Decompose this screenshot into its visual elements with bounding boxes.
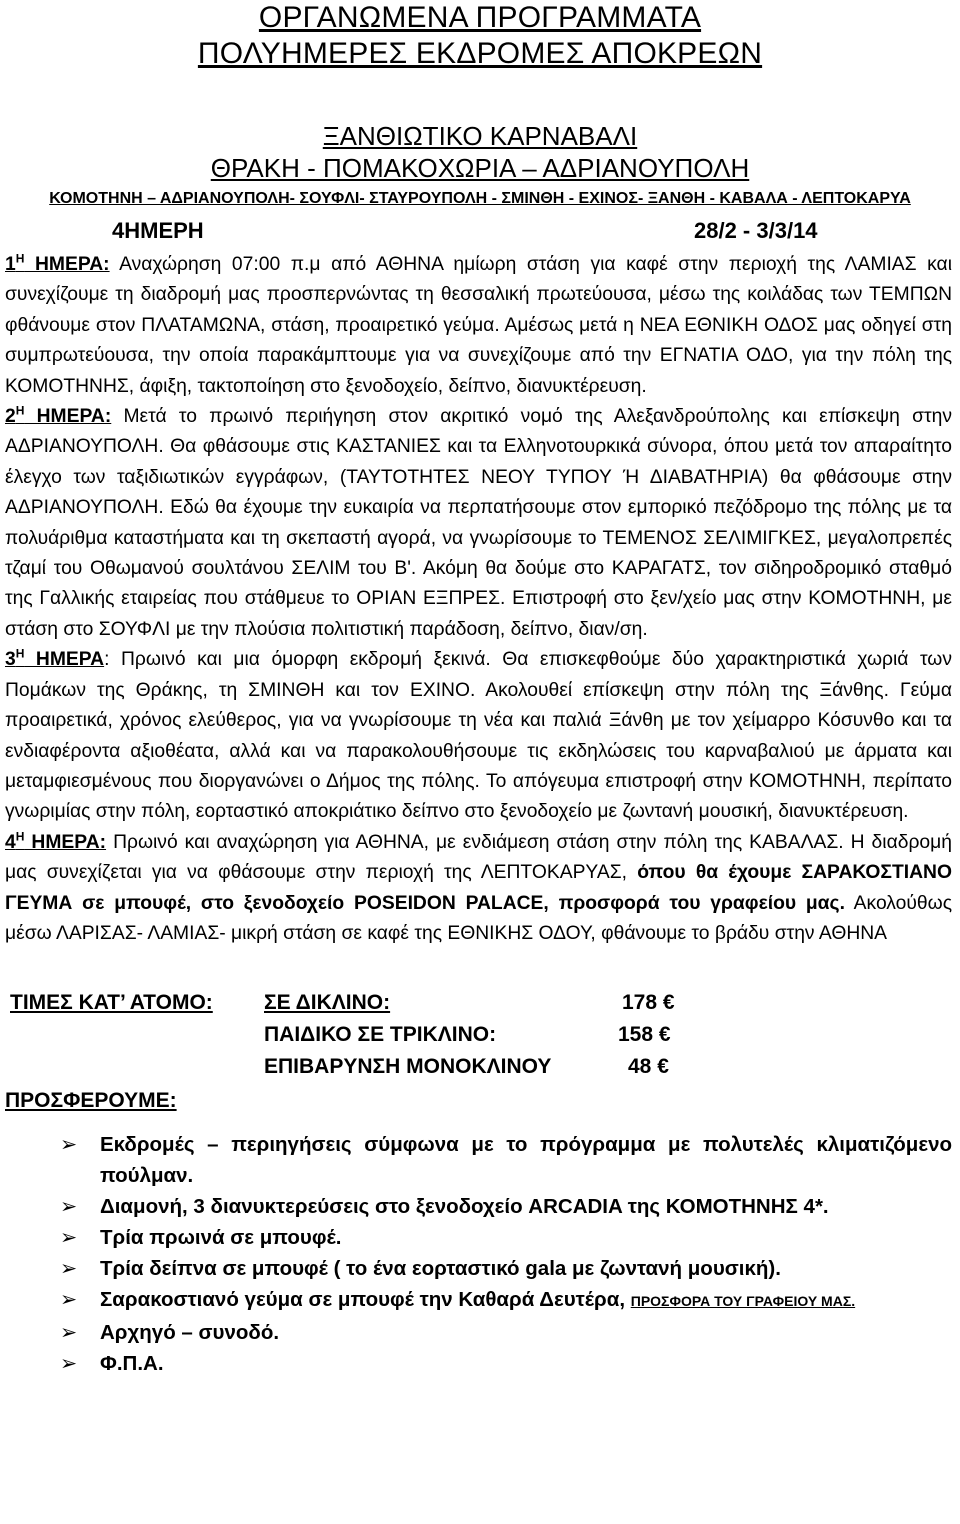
arrow-bullet-icon: ➢ xyxy=(60,1195,78,1219)
day-3-text: : Πρωινό και μια όμορφη εκδρομή ξεκινά. Θα επισκεφθούμε δύο χαρακτηριστικά χωριά των Πομάκων της Θράκης, τη ΣΜΙΝΘΗ και τον ΕΧΙΝΟ. Ακολουθεί επίσκεψη στην πόλη της Ξάνθης. Γεύμα προαιρετικά, χρόνος ελεύθερος, για να γνωρίσουμε τη νέα και παλιά Ξάνθη με τον χείμαρρο Κόσυνθο και τα ενδιαφέροντα αξιοθέατα, αλλά και να παρακολουθήσουμε τις εκδηλώσεις του καρναβαλιού με άρματα και μεταμφιεσμένους που διοργανώνει ο Δήμος της πόλης. Το απόγευμα επιστροφή στην ΚΟΜΟΤΗΝΗ, περίπατο γνωριμίας στην πόλη, εορταστικό αποκριάτικο δείπνο στο ξενοδοχείο με ζωντανή μουσική, διανυκτέρευση. xyxy=(5,649,952,823)
prices-heading: ΤΙΜΕΣ ΚΑΤ’ ΑΤΟΜΟ: xyxy=(10,991,213,1015)
day-4-tail-text: Ακολούθως μέσω ΛΑΡΙΣΑΣ- ΛΑΜΙΑΣ- μικρή στάση σε καφέ της ΕΘΝΙΚΗΣ ΟΔΟΥ, φθάνουμε το βράδυ στην ΑΘΗΝΑ xyxy=(5,892,952,944)
price-row-1-label: ΣΕ ΔΙΚΛΙΝΟ: xyxy=(264,991,391,1015)
main-title-line1: ΟΡΓΑΝΩΜΕΝΑ ΠΡΟΓΡΑΜΜΑΤΑ xyxy=(258,1,702,34)
day-1 xyxy=(5,250,952,402)
arrow-bullet-icon: ➢ xyxy=(60,1288,78,1312)
price-row-2-label: ΠΑΙΔΙΚΟ ΣΕ ΤΡΙΚΛΙΝΟ: xyxy=(264,1023,497,1047)
day-1-text: Αναχώρηση 07:00 π.μ από ΑΘΗΝΑ ημίωρη στάση για καφέ στην περιοχή της ΛΑΜΙΑΣ και συνεχίζουμε τη διαδρομή μας προσπερνώντας τη θεσσαλική πρωτεύουσα, μέσω της κοιλάδας των ΤΕΜΠΩΝ φθάνουμε στον ΠΛΑΤΑΜΩΝΑ, στάση, προαιρετικό γεύμα. Αμέσως μετά η ΝΕΑ ΕΘΝΙΚΗ ΟΔΟΣ μας οδηγεί στη συμπρωτεύουσα, την οποία παρακάμπτουμε για να συνεχίζουμε από την ΕΓΝΑΤΙΑ ΟΔΟ, για την πόλη της ΚΟΜΟΤΗΝΗΣ, άφιξη, τακτοποίηση στο ξενοδοχείο, δείπνο, διανυκτέρευση. xyxy=(5,254,952,397)
day-4-heading: $4^H$ ΗΜΕΡΑ: xyxy=(5,829,107,853)
duration-label: 4ΗΜΕΡΗ xyxy=(112,218,204,243)
price-row-2-value: 158 € xyxy=(618,1023,671,1047)
offer-item-4: ➢ Τρία δείπνα σε μπουφέ ( το ένα εορταστικό gala με ζωντανή μουσική). xyxy=(60,1253,952,1284)
arrow-bullet-icon: ➢ xyxy=(60,1257,78,1281)
arrow-bullet-icon: ➢ xyxy=(60,1133,78,1157)
arrow-bullet-icon: ➢ xyxy=(60,1321,78,1345)
prices-block xyxy=(0,991,960,1123)
offer-item-2: ➢ Διαμονή, 3 διανυκτερεύσεις στο ξενοδοχείο ARCADIA της ΚΟΜΟΤΗΝΗΣ 4*. xyxy=(60,1191,952,1222)
day-2-heading: $2^H$ ΗΜΕΡΑ: xyxy=(5,403,112,428)
offer-note: ΠΡΟΣΦΟΡΑ ΤΟΥ ΓΡΑΦΕΙΟΥ ΜΑΣ. xyxy=(630,1293,856,1310)
subtitle-line2: ΘΡΑΚΗ - ΠΟΜΑΚΟΧΩΡΙΑ – ΑΔΡΙΑΝΟΥΠΟΛΗ xyxy=(210,153,750,183)
offer-item-5: ➢ Σαρακοστιανό γεύμα σε μπουφέ την Καθαρά Δευτέρα, ΠΡΟΣΦΟΡΑ ΤΟΥ ΓΡΑΦΕΙΟΥ ΜΑΣ. xyxy=(60,1284,952,1317)
price-row-3-label: ΕΠΙΒΑΡΥΝΣΗ ΜΟΝΟΚΛΙΝΟΥ xyxy=(264,1055,552,1079)
day-4-bold-text: όπου θα έχουμε ΣΑΡΑΚΟΣΤΙΑΝΟ ΓΕΥΜΑ σε μπουφέ, στο ξενοδοχείο POSEIDON PALACE, προσφορά του γραφείου μας. xyxy=(5,862,952,914)
day-3-heading: $3^H$ ΗΜΕΡΑ xyxy=(5,646,105,671)
dates-label: 28/2 - 3/3/14 xyxy=(694,218,818,243)
offer-item-6: ➢ Αρχηγό – συνοδό. xyxy=(60,1317,952,1348)
offer-list xyxy=(60,1129,952,1379)
day-2 xyxy=(5,402,952,645)
itinerary xyxy=(5,250,952,949)
price-row-3-value: 48 € xyxy=(628,1055,669,1079)
offer-item-7: ➢ Φ.Π.Α. xyxy=(60,1348,952,1379)
day-4 xyxy=(5,828,952,950)
duration-row xyxy=(0,216,960,250)
arrow-bullet-icon: ➢ xyxy=(60,1226,78,1250)
main-title-line2: ΠΟΛΥΗΜΕΡΕΣ ΕΚΔΡΟΜΕΣ ΑΠΟΚΡΕΩΝ xyxy=(197,37,763,70)
offer-item-1: ➢ Εκδρομές – περιηγήσεις σύμφωνα με το πρόγραμμα με πολυτελές κλιματιζόμενο πούλμαν. xyxy=(60,1129,952,1191)
price-row-1-value: 178 € xyxy=(622,991,675,1015)
day-3 xyxy=(5,645,952,827)
day-4-text: Πρωινό και αναχώρηση για ΑΘΗΝΑ, με ενδιάμεση στάση στην πόλη της ΚΑΒΑΛΑΣ. Η διαδρομή μας συνεχίζεται για να φθάσουμε στην περιοχή της ΛΕΠΤΟΚΑΡΥΑΣ, xyxy=(5,831,952,884)
day-1-heading: $1^H$ ΗΜΕΡΑ: xyxy=(5,251,110,275)
arrow-bullet-icon: ➢ xyxy=(60,1352,78,1376)
offer-heading: ΠΡΟΣΦΕΡΟΥΜΕ: xyxy=(5,1089,177,1113)
offer-item-3: ➢ Τρία πρωινά σε μπουφέ. xyxy=(60,1222,952,1253)
subtitle-line1: ΞΑΝΘΙΩΤΙΚΟ ΚΑΡΝΑΒΑΛΙ xyxy=(322,121,638,151)
route-text: ΚΟΜΟΤΗΝΗ – ΑΔΡΙΑΝΟΥΠΟΛΗ- ΣΟΥΦΛΙ- ΣΤΑΥΡΟΥΠΟΛΗ - ΣΜΙΝΘΗ - ΕΧΙΝΟΣ- ΞΑΝΘΗ - ΚΑΒΑΛΑ - ΛΕΠΤΟΚΑΡΥΑ xyxy=(49,190,911,207)
day-2-text: Μετά το πρωινό περιήγηση στον ακριτικό νομό της Αλεξανδρούπολης και επίσκεψη στην ΑΔΡΙΑΝΟΥΠΟΛΗ. Θα φθάσουμε στις ΚΑΣΤΑΝΙΕΣ και τα Ελληνοτουρκικά σύνορα, όπου μετά τον απαραίτητο έλεγχο των ταξιδιωτικών εγγράφων, (ΤΑΥΤΟΤΗΤΕΣ ΝΕΟΥ ΤΥΠΟΥ Ή ΔΙΑΒΑΤΗΡΙΑ) θα φθάσουμε στην ΑΔΡΙΑΝΟΥΠΟΛΗ. Εδώ θα έχουμε την ευκαιρία να περπατήσουμε στον εμπορικό πεζόδρομο της πόλης με τα πολυάριθμα καταστήματα και τη σκεπαστή αγορά, να γνωρίσουμε το ΤΕΜΕΝΟΣ ΣΕΛΙΜΙΓΚΕΣ, μεγαλοπρεπές τζαμί του Οθωμανού σουλτάνου ΣΕΛΙΜ του Β'. Ακόμη θα δούμε στο ΚΑΡΑΓΑΤΣ, τον σιδηροδρομικό σταθμό της Γαλλικής εταιρείας που στάθμευε το ΟΡΙΑΝ ΕΞΠΡΕΣ. Επιστροφή στο ξεν/χείο μας στην ΚΟΜΟΤΗΝΗ, με στάση στο ΣΟΥΦΛΙ με την πλούσια πολιτιστική παράδοση, δείπνο, διαν/ση. xyxy=(5,406,952,640)
